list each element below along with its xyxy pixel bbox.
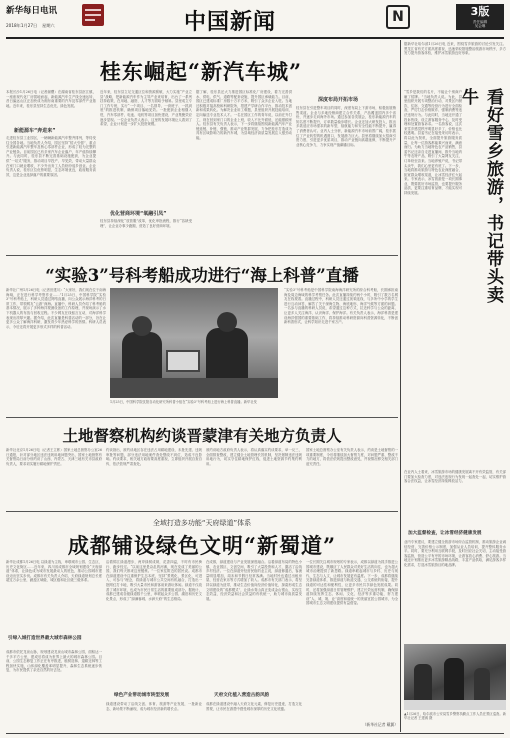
chengdu-col-2-bottom: 绿道建设带动了沿线文创、体育、旅游等产业发展，一批新业态、新场景不断涌现，成为城市经济新的增长点。 xyxy=(106,702,202,711)
chengdu-subhead-1: 引绿入城打造世界最大城市森林公园 xyxy=(8,636,82,641)
shiyan3-photo xyxy=(110,288,278,398)
chengdu-col-3-bottom: 成都在绿道建设中融入天府文化元素，修复历史遗迹，打造文化景观，让市民在游憩中感受城市深厚的历史文化底蕴。 xyxy=(206,702,302,711)
rule-shiyan3-bottom xyxy=(6,417,398,418)
sidebar-subhead: 加大监督检查，让冰雪经济健康发展 xyxy=(408,531,482,536)
guidong-col-1: 走进桂东县工业园区，一辆辆新能源汽车整齐排列，等待发往全国各地。当地负责人介绍，园区坚持“招大引强”，重点引进新能源汽车整车及核心零部件企业，形成了较为完整的产业链条。目前园区已有多家汽车企业落户，年产值持续攀升。与此同时，桂东县不断完善基础设施配套，为企业提供“一站式”服务，推动项目早投产、早见效，带动大量群众在家门口就业增收，不少外出务工人员纷纷返乡创业。企业负责人说，桂东区位优势明显，生态环境优良，政府服务高效，这是企业选择落户的重要原因。 xyxy=(6,136,96,177)
chengdu-kicker: 全域打造多功能“天府绿道”体系 xyxy=(152,519,252,527)
section-title: 中国新闻 xyxy=(184,9,277,35)
shiyan3-col-1: 新华社广州1月26日电（记者田建川）“大家好，我们现在位于南海海域，正在进行科学考察作业……”1月25日，中国科学院“实验3”号科考船上，科研人员通过网络直播，向公众展示海洋科考的日常工作，带领网友“云游”深海。直播中，科研人员介绍了科考船的基本情况，展示了多种海洋观测设备的工作原理，并现场演示了水下机器人的布放与回收过程。不少网友在线留言互动，对海洋科学表现出浓厚兴趣。据介绍，此次直播是科普活动的一部分，旨在让更多公众了解海洋科研，激发青少年热爱科学的热情。科研人员表示，今后还将开展更多形式多样的科普活动。 xyxy=(6,288,106,329)
headline-shiyan3: “实验3”号科考船成功进行“海上科普”直播 xyxy=(45,266,359,285)
guidong-subhead-1: 新能源车“奔进来” xyxy=(14,128,56,134)
sidebar-headline: 看好雪乡旅游，书记带头卖牛 xyxy=(458,88,503,304)
newspaper-logo xyxy=(6,4,64,16)
sidebar-divider xyxy=(400,40,401,732)
sidebar-photo xyxy=(404,644,506,710)
page-bottom-rule xyxy=(6,733,504,734)
sidebar-col-a: “雪乡是我们的名片，不能让个别商户砸了招牌。”当地负责人说。为此，县里组织开展专项整治行动，对景区内餐饮、住宿、交通等经营行为进行全面检查，严厉打击价格欺诈、强制消费等违法违规行为。与此同时，当地还开通了投诉热线，设立游客服务中心，及时受理和处置游客诉求。一名游客说，这次来雪乡感觉秩序明显好多了，价格也比较透明。县委书记在接受采访时表示，将以此为契机，全面提升旅游服务质量，让每一位游客都能乘兴而来、满意而归。为助力当地特色农产品销售，县委书记还亲自走进直播间，推介当地肉牛等农特产品，吸引了大量网友关注，订单纷至沓来。当地养殖户说，书记带头卖牛，我们心里更有底了。下一步，当地将推动旅游与特色农业深度融合，拓宽群众增收渠道，让冰雪经济红火起来。专家表示，冰雪旅游是一项长期事业，既要抓好市场监管，也要提升服务品质，更要注重培育品牌，才能实现可持续发展。 xyxy=(404,90,462,196)
guidong-subhead-2: 深度布局开拓市场 xyxy=(318,97,359,103)
chengdu-col-2: 沿着锦江绿道漫步，两岸绿树成荫，花香四溢，不时有市民骑行、跑步经过。“以前这里是杂乱的河滩，现在变成了美丽的公园，我们每天都来这里锻炼。”一位家住附近的居民说。成都市在绿道建设中注重保护生态本底，坚持“景观化、景区化、可进入、可参与”理念，将绿道与城市公共空间有机融合，打造出一批网红打卡地，吸引大量市民和游客前来游玩休闲。绿道不仅改善了城市环境，也成为市民日常生活的重要组成部分。据统计，成都已建成各级绿道数千公里，串联起众多公园、湖泊和历史文化景点，形成了“绿满蓉城、水润天府”的生态格局。 xyxy=(106,560,202,601)
guidong-col-4: 桂东县在引进整车项目的同时，深度布局上下游市场，积极拓展销售渠道。企业与多地经销商建立合作关系，产品覆盖国内多个省份，并逐步走向海外市场。通过参加各类展会，桂东新能源汽车的知名度不断提升，订单数量稳步增长。企业还加大研发投入，推出多款适应市场需求的新车型，续航能力和安全性能不断提升，赢得了消费者认可。业内人士分析，新能源汽车市场前景广阔，桂东抓住了产业转型的机遇窗口，发展潜力巨大。县里将继续加大招商引资力度，引进更多优质项目，推动产业链向高端延伸，不断提升产业核心竞争力，力争实现产值翻番目标。 xyxy=(296,106,396,147)
issue-weekday: 星期六 xyxy=(42,23,55,28)
rule-guidong-bottom xyxy=(6,255,398,256)
sidebar-col-b: 在业内人士看来，冰雪旅游市场的健康发展离不开有效监管，有关部门要加大检查力度，对违法违规行为发现一起查处一起，切实维护游客合法权益，让冰雪经济持续释放活力。 xyxy=(404,470,506,484)
editor-line-2: 吴会琳 xyxy=(474,24,486,29)
land-col-1: 新华社北京1月26日电（记者王立彬）国家土地总督察办公室26日通报，针对部分地区违法违规用地问题突出，国家土地督察有关督察局日前分别约谈了山西、内蒙古、天津三地有关市县政府负责人，要求切实履行耕地保护责任。 xyxy=(6,448,102,466)
headline-land: 土地督察机构约谈晋蒙津有关地方负责人 xyxy=(62,426,342,445)
chengdu-byline: （新华社记者 戴翼） xyxy=(362,722,398,727)
masthead-rule xyxy=(6,37,504,39)
rule-land-bottom xyxy=(6,511,398,512)
guidong-col-2: 近年来，桂东县立足交通区位和资源禀赋，大力实施“产业立县”战略，把新能源汽车作为主导产业来培育，出台了一系列扶持政策，在用地、融资、人才等方面给予倾斜。县里成立专门工作专班，实行“一个项目、一名领导、一套班子、一抓到底”的推进机制，确保项目落地见效。一批配套企业相继入驻，汽车零部件、电池、电机等项目加快建设，产业集聚效应逐步显现。一位企业负责人表示，这里的发展环境让人看到了希望，企业计划进一步扩大投资规模。 xyxy=(100,90,192,127)
chengdu-col-1: 新华社成都1月26日电 以绿道为主线，串联城市公园、生态区、历史文化街区……近年来，四川省成都市全域规划建设“天府绿道”体系，让绿色成为城市发展最动人的底色，推动公园城市建设迈出坚实步伐。成都市有关负责人介绍，天府绿道规划总长度超过万余公里，涵盖区域级、城区级和社区级三级体系。 xyxy=(6,560,102,583)
guidong-col-2-bottom: 桂东县持续深化“放管服”改革，优化审批流程，推行“容缺受理”，让企业办事少跑腿，营造了良好营商环境。 xyxy=(100,219,192,228)
land-col-2: 约谈指出，被约谈地区存在违法占用耕地建设、未批先建、违规审批等问题，部分违法用地案件查处整改不到位，造成不良影响。约谈要求，相关地方政府要高度重视，立即组织开展自查自纠，依法依规严肃查处。 xyxy=(106,448,202,466)
news-emblem-icon: N xyxy=(386,5,410,29)
guidong-col-3: 据了解，桂东县还大力推进园区标准化厂房建设，着力完善供水、供电、供气、道路等配套设施，提升园区承载能力。目前，园区已建成标准厂房数十万平方米，吸引了众多企业入驻。当地还积极对接高校和科研院所，搭建产学研合作平台，推动技术创新和成果转化。为解决企业用工难题，县里组织开展技能培训，定向输送专业技术人才。一名在园区工作的青年说，以前在外打工，现在回到家门口的企业上班，收入不比外面低，还能照顾家人。桂东县有关负责人表示，下一步将继续围绕新能源汽车产业链延链、补链、强链，推动产业集群发展，力争把桂东打造成为具有区域影响力的新汽车城，为县域经济高质量发展注入强劲动能。 xyxy=(196,90,292,140)
land-col-3: 被约谈地方政府负责人表示，将认真落实约谈要求，举一反三，全面排查整改，建立健全土地管理长效机制，坚决遏制违法违规用地行为，切实守住耕地保护红线，促进土地资源节约集约利用。 xyxy=(206,448,302,466)
page-number: 3版 xyxy=(470,5,490,18)
headline-guidong: 桂东崛起“新汽车城” xyxy=(99,59,303,84)
guidong-subhead-3: 优化营商环境“氧融引凤” xyxy=(110,211,167,217)
guidong-col-1-top: 本报长沙1月26日电（记者谢樱）在湖南省桂东县沤江镇，一座座现代化厂房拔地而起，新能源汽车生产线全速运转，昔日偏远山区正加快成为湘东南重要的汽车及零部件产业基地。近年来，桂东县坚持生态优先、绿色发展。 xyxy=(6,90,96,108)
editor-line-1: 责任编辑 xyxy=(472,20,488,24)
page-number-box xyxy=(456,4,504,30)
brand-name: 新华每日电讯 xyxy=(6,6,58,16)
sidebar-col-c: 业内专家建议，要建立健全旅游市场综合监管机制，推动旅游企业诚信经营，完善价格公示制度，加强从业人员培训，提升整体服务水平。同时，要充分利用互联网手段，及时回应社会关切，主动接受游客监督，营造公平有序的市场环境，让游客放心消费、舒心旅游。当地还计划推出更多冰雪旅游精品线路，丰富产品供给，满足游客多样化需求，打造冰雪旅游目的地品牌。 xyxy=(404,540,506,567)
chengdu-subhead-3: 天府文化植入营造古韵风韵 xyxy=(214,693,270,698)
sidebar-caption: ▲1月26日，哈尔滨市公安局雪乡警察执勤点工作人员在景区巡查。新华社记者 王建威 摄 xyxy=(404,712,506,721)
headline-chengdu: 成都铺设绿色文明“新蜀道” xyxy=(67,533,337,558)
land-col-4: 国家土地总督察办公室有关负责人表示，约谈是土地督察的一项重要制度，今后将继续加大督察力度，对问题严重、整改不力的地方，将依法依规提出整改意见，并视情况移交相关部门追究责任。 xyxy=(306,448,398,466)
masthead xyxy=(6,4,506,38)
shiyan3-col-2: “实验3”号科考船是中国科学院南海海洋研究所的综合科考船，长期承担南海及周边海域的科学考察任务。此次直播持续约两个小时，吸引了数万名网友在线观看。直播过程中，科研人员还通过视频连线，与多所中小学的学生进行互动问答，解答了关于深海生物、海底地形、海洋气候等方面的问题。一名参与直播的科研人员说，希望通过这种方式，拉近科学与公众的距离，让更多人关注海洋、认识海洋、保护海洋。有关负责人表示，海洋科普是建设海洋强国的重要基础工作，将持续推动科研资源向科普资源转化，不断创新科普形式，让科学知识走进千家万户。 xyxy=(284,288,398,325)
issue-date: 2018年1月27日 xyxy=(6,23,38,28)
shiyan3-caption: 1月25日，中国科学院沈阳自动化研究所科普小组在“实验3”号科考船上进行海上科普直播。新华社发 xyxy=(110,400,257,404)
chengdu-col-1-bottom: 成都市依托龙泉山脉，规划建设龙泉山城市森林公园，面积达一千多平方公里，建成后将成为世界上最大的城市森林公园。目前，公园生态修复工作正在有序推进，植树造林、退耕还林等工程加快实施，山体绿化覆盖率明显提升，森林生态系统逐步恢复，为市民提供了亲近自然的好去处。 xyxy=(6,650,102,673)
chengdu-col-4: 一位长期关注城市规划的专家表示，成都以绿道为抓手推进公园城市建设，既顺应了人民群众对美好生活的向往，也为超大城市治理提供了新思路。绿道串联起城市与乡村、历史与现代、生态与人文，让城市发展更有温度。下一步，成都将继续完善绿道体系，推进绿道与轨道交通、公交系统的衔接，提升绿道的可达性和便利性，让更多市民共享绿色发展成果。同时，还将加强绿道日常管理维护，建立长效运营机制，确保绿道持续发挥生态、休闲、文化、经济等多重功能，努力建设“人、城、境、业”高度和谐统一的美丽宜居公园城市，为全国城市生态文明建设提供有益借鉴。 xyxy=(306,560,398,606)
logo-badge xyxy=(82,4,104,26)
chengdu-subhead-2: 绿色产业带动城市转型发展 xyxy=(114,693,170,698)
chengdu-col-3: 在成都，绿道建设与产业发展深度融合。沿着绿道布局的特色小镇、农业园区、文创空间，吸引了大量投资和人才，激活了沿线乡村经济。一位在绿道旁经营民宿的业主说，绿道修通后，客流量明显增加，周末和节假日经常客满。当地村民也通过出租房屋、经营农家乐等方式增加了收入。成都市有关部门表示，将坚持以绿道为纽带，推动生态价值向经济价值转化，探索形成生态文明建设的“成都模式”，让绿水青山真正变成金山银山，实现生态效益、经济效益和社会效益的有机统一，助力城市高质量发展。 xyxy=(206,560,302,601)
sidebar-intro: 据新华社哈尔滨1月26日电 近来，围绕雪乡旅游的讨论引发关注。黑龙江省有关方面高度重视，迅速采取措施整治旅游市场秩序，多方发力提升游客体验，维护冰雪旅游良好形象。 xyxy=(404,42,506,56)
